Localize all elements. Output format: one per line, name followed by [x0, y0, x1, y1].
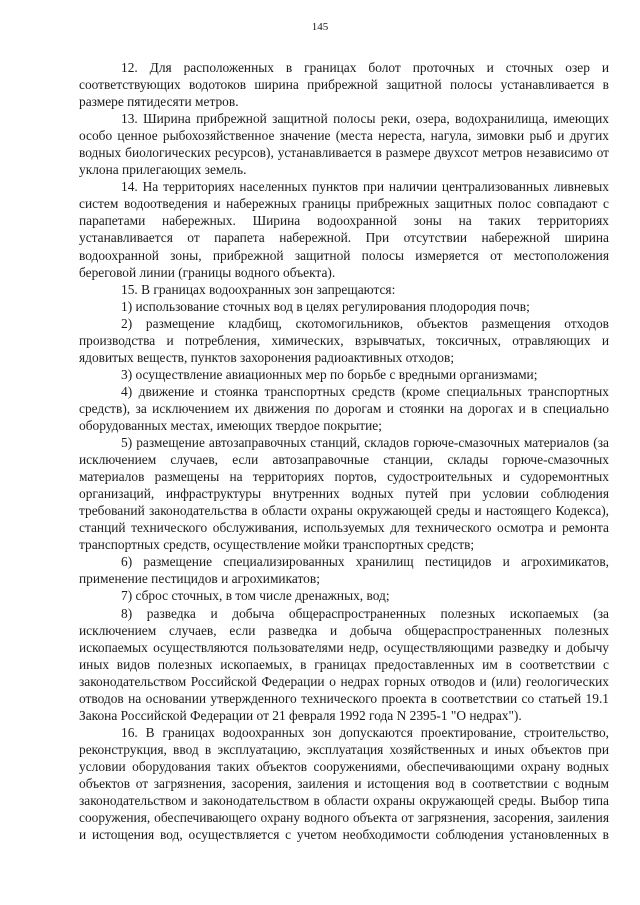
list-item-8: 8) разведка и добыча общераспространенных полезных ископаемых (за исключением случаев, если разведка и добыча общераспространенных полезных ископаемых осуществляются пользователями недр, осуществляющими разведку и добычу иных видов полезных ископаемых, в границах предоставленных им в соответствии с законодательством Российской Федерации о недрах горных отводов и (или) геологических отводов на основании утвержденного технического проекта в соответствии со статьей 19.1 Закона Российской Федерации от 21 февраля 1992 года N 2395-1 "О недрах"). [79, 605, 609, 723]
paragraph-14: 14. На территориях населенных пунктов при наличии централизованных ливневых систем водоотведения и набережных границы прибрежных защитных полос совпадают с парапетами набережных. Ширина водоохранной зоны на таких территориях устанавливается от парапета набережной. При отсутствии набережной ширина водоохранной зоны, прибрежной защитной полосы измеряется от местоположения береговой линии (границы водного объекта). [79, 179, 609, 280]
page-number: 145 [311, 21, 329, 33]
list-item-5: 5) размещение автозаправочных станций, складов горюче-смазочных материалов (за исключением случаев, если автозаправочные станции, склады горюче-смазочных материалов размещены на территориях портов, судостроительных и судоремонтных организаций, инфраструктуры внутренних водных путей при условии соблюдения требований законодательства в области охраны окружающей среды и настоящего Кодекса), станций технического обслуживания, используемых для технического осмотра и ремонта транспортных средств, осуществление мойки транспортных средств; [79, 435, 609, 553]
list-item-7: 7) сброс сточных, в том числе дренажных, вод; [121, 588, 390, 604]
paragraph-13: 13. Ширина прибрежной защитной полосы реки, озера, водохранилища, имеющих особо ценное рыбохозяйственное значение (места нереста, нагула, зимовки рыб и других водных биологических ресурсов), устанавливается в размере двухсот метров независимо от уклона прилегающих земель. [79, 111, 609, 178]
paragraph-12: 12. Для расположенных в границах болот проточных и сточных озер и соответствующих водотоков ширина прибрежной защитной полосы устанавливается в размере пятидесяти метров. [79, 60, 609, 110]
list-item-2: 2) размещение кладбищ, скотомогильников, объектов размещения отходов производства и потребления, химических, взрывчатых, токсичных, отравляющих и ядовитых веществ, пунктов захоронения радиоактивных отходов; [79, 315, 609, 365]
list-item-3: 3) осуществление авиационных мер по борьбе с вредными организмами; [121, 366, 538, 382]
list-item-4: 4) движение и стоянка транспортных средств (кроме специальных транспортных средств), за исключением их движения по дорогам и стоянки на дорогах и в специально оборудованных местах, имеющих твердое покрытие; [79, 383, 609, 433]
paragraph-15: 15. В границах водоохранных зон запрещаются: [121, 281, 396, 297]
list-item-6: 6) размещение специализированных хранилищ пестицидов и агрохимикатов, применение пестицидов и агрохимикатов; [79, 554, 609, 587]
list-item-1: 1) использование сточных вод в целях регулирования плодородия почв; [121, 298, 530, 314]
paragraph-16: 16. В границах водоохранных зон допускаются проектирование, строительство, реконструкция, ввод в эксплуатацию, эксплуатация хозяйственных и иных объектов при условии оборудования таких объектов сооружениями, обеспечивающими охрану водных объектов от загрязнения, засорения, заиления и истощения вод в соответствии с водным законодательством и законодательством в области охраны окружающей среды. Выбор типа сооружения, обеспечивающего охрану водного объекта от загрязнения, засорения, заиления и истощения вод, осуществляется с учетом необходимости соблюдения установленных в [79, 724, 609, 843]
document-body [79, 59, 609, 843]
